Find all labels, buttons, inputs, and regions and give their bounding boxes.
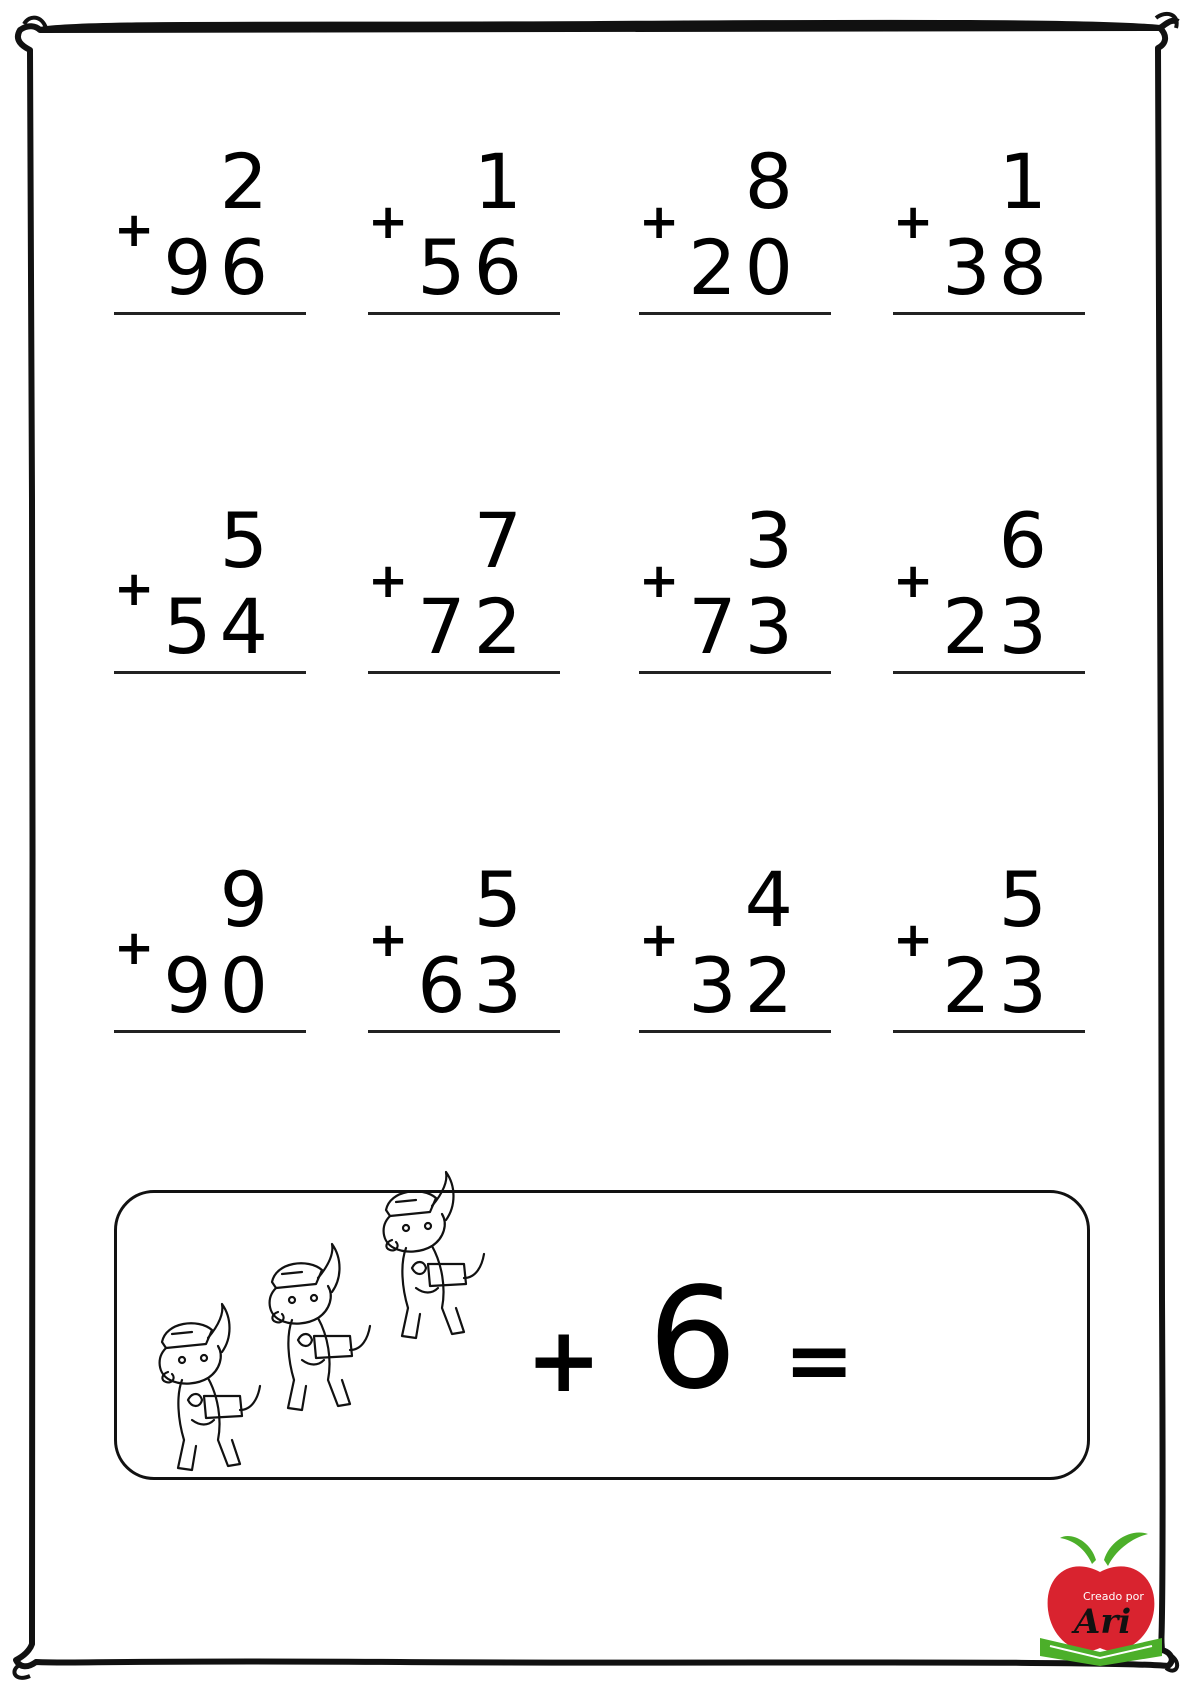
addition-problem <box>893 493 1093 673</box>
plus-sign: + <box>893 194 934 250</box>
plus-sign: + <box>368 194 409 250</box>
problem-top-number: 9 <box>219 855 276 944</box>
answer-line[interactable] <box>893 1030 1085 1033</box>
plus-sign: + <box>114 920 155 976</box>
problem-bottom-number: 96 <box>163 223 276 312</box>
addition-problem <box>114 493 314 673</box>
plus-sign: + <box>114 202 155 258</box>
problem-top-number: 5 <box>473 855 530 944</box>
answer-line[interactable] <box>114 671 306 674</box>
answer-line[interactable] <box>639 1030 831 1033</box>
plus-sign: + <box>114 561 155 617</box>
problem-top-number: 1 <box>473 137 530 226</box>
bonus-equals-sign: = <box>784 1311 855 1409</box>
bonus-addend: 6 <box>648 1258 738 1421</box>
addition-problem <box>114 852 314 1032</box>
addition-problem <box>639 493 839 673</box>
addition-problem <box>368 134 568 314</box>
answer-line[interactable] <box>114 1030 306 1033</box>
problem-bottom-number: 38 <box>942 223 1055 312</box>
answer-line[interactable] <box>368 671 560 674</box>
problem-top-number: 2 <box>219 137 276 226</box>
addition-problem <box>893 134 1093 314</box>
addition-problem <box>639 852 839 1032</box>
addition-problem <box>639 134 839 314</box>
problem-top-number: 5 <box>219 496 276 585</box>
plus-sign: + <box>893 912 934 968</box>
addition-problem <box>893 852 1093 1032</box>
logo-ari-text: Ari <box>1074 1602 1132 1642</box>
answer-line[interactable] <box>639 312 831 315</box>
problem-bottom-number: 56 <box>417 223 530 312</box>
problem-top-number: 8 <box>744 137 801 226</box>
plus-sign: + <box>639 912 680 968</box>
addition-problem <box>368 852 568 1032</box>
problem-top-number: 4 <box>744 855 801 944</box>
problem-top-number: 7 <box>473 496 530 585</box>
answer-line[interactable] <box>893 312 1085 315</box>
puppy-picture <box>372 1168 492 1348</box>
problem-top-number: 6 <box>998 496 1055 585</box>
addition-problem <box>114 134 314 314</box>
answer-line[interactable] <box>114 312 306 315</box>
problem-bottom-number: 23 <box>942 582 1055 671</box>
plus-sign: + <box>893 553 934 609</box>
problem-bottom-number: 63 <box>417 941 530 1030</box>
plus-sign: + <box>368 553 409 609</box>
problem-bottom-number: 90 <box>163 941 276 1030</box>
problem-bottom-number: 20 <box>688 223 801 312</box>
bonus-plus-sign: + <box>526 1308 602 1413</box>
problem-bottom-number: 72 <box>417 582 530 671</box>
puppy-picture <box>148 1300 268 1480</box>
problem-top-number: 1 <box>998 137 1055 226</box>
problem-bottom-number: 32 <box>688 941 801 1030</box>
answer-line[interactable] <box>639 671 831 674</box>
logo-creado-por-text: Creado por <box>1083 1590 1144 1603</box>
answer-line[interactable] <box>368 312 560 315</box>
problem-bottom-number: 54 <box>163 582 276 671</box>
answer-line[interactable] <box>368 1030 560 1033</box>
plus-sign: + <box>639 553 680 609</box>
problem-bottom-number: 23 <box>942 941 1055 1030</box>
problem-top-number: 3 <box>744 496 801 585</box>
problem-bottom-number: 73 <box>688 582 801 671</box>
problem-top-number: 5 <box>998 855 1055 944</box>
plus-sign: + <box>368 912 409 968</box>
answer-line[interactable] <box>893 671 1085 674</box>
addition-problem <box>368 493 568 673</box>
plus-sign: + <box>639 194 680 250</box>
puppy-picture <box>258 1240 378 1420</box>
